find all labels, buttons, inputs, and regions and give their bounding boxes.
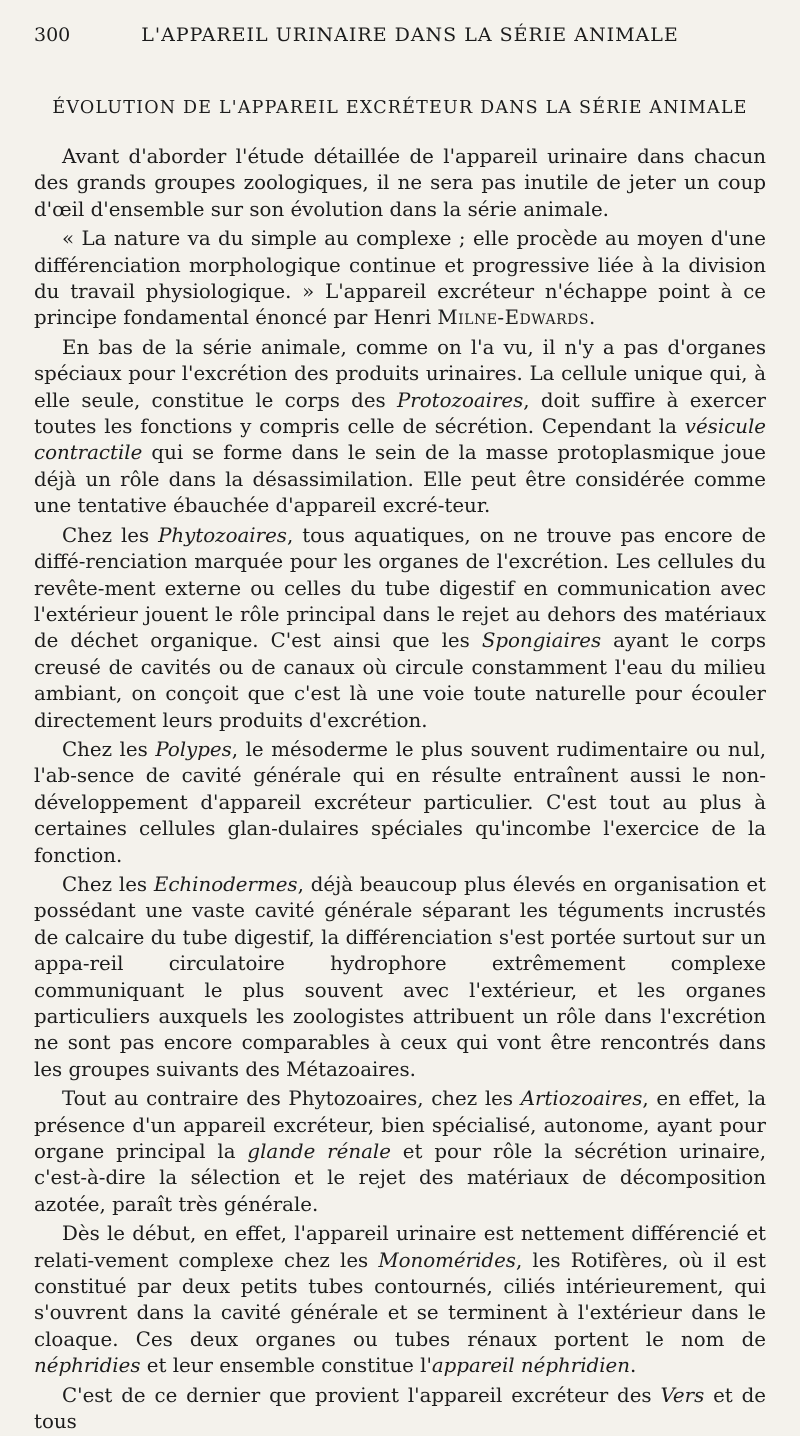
page-number: 300: [34, 24, 71, 46]
paragraph-7: Tout au contraire des Phytozoaires, chez les Artiozoaires, en effet, la présence d'un appareil excréteur, bien spécialisé, autonome, ayant pour organe principal la glande rénale et pour rôle la sécrétion urinaire, c'est-à-dire la sélection et le rejet des matériaux de décomposition azotée, paraît très générale.: [34, 1087, 767, 1216]
running-head: [34, 24, 766, 60]
body-text: [34, 144, 766, 1436]
paragraph-1: Avant d'aborder l'étude détaillée de l'appareil urinaire dans chacun des grands groupes zoologiques, il ne sera pas inutile de jeter un coup d'œil d'ensemble sur son évolution dans la série animale.: [34, 145, 766, 221]
paragraph-9: C'est de ce dernier que provient l'appareil excréteur des Vers et de tous: [34, 1383, 766, 1434]
section-title: ÉVOLUTION DE L'APPAREIL EXCRÉTEUR DANS LA SÉRIE ANIMALE: [52, 98, 748, 118]
paragraph-8: Dès le début, en effet, l'appareil urinaire est nettement différencié et relati-vement complexe chez les Monomérides, les Rotifères, où il est constitué par deux petits tubes contournés, ciliés intérieurement, qui s'ouvrent dans la cavité générale et se terminent à l'extérieur dans le cloaque. Ces deux organes ou tubes rénaux portent le nom de néphridies et leur ensemble constitue l'appareil néphridien.: [34, 1222, 766, 1378]
running-title: L'APPAREIL URINAIRE DANS LA SÉRIE ANIMALE: [141, 24, 679, 46]
paragraph-3: En bas de la série animale, comme on l'a vu, il n'y a pas d'organes spéciaux pour l'excrétion des produits urinaires. La cellule unique qui, à elle seule, constitue le corps des Protozoaires, doit suffire à exercer toutes les fonctions y compris celle de sécrétion. Cependant la vésicule contractile qui se forme dans le sein de la masse protoplasmique joue déjà un rôle dans la désassimilation. Elle peut être considérée comme une tentative ébauchée d'appareil excré-teur.: [34, 335, 767, 518]
paragraph-2: « La nature va du simple au complexe ; elle procède au moyen d'une différenciation morphologique continue et progressive liée à la division du travail physiologique. » L'appareil excréteur n'échappe point à ce principe fondamental énoncé par Henri Milne-Edwards.: [34, 227, 766, 330]
paragraph-6: Chez les Echinodermes, déjà beaucoup plus élevés en organisation et possédant une vaste cavité générale séparant les téguments incrustés de calcaire du tube digestif, la différenciation s'est portée surtout sur un appa-reil circulatoire hydrophore extrêmement complexe communiquant le plus souvent avec l'extérieur, et les organes particuliers auxquels les zoologistes attribuent un rôle dans l'excrétion ne sont pas encore comparables à ceux qui vont être rencontrés dans les groupes suivants des Métazoaires.: [34, 872, 766, 1081]
paragraph-5: Chez les Polypes, le mésoderme le plus souvent rudimentaire ou nul, l'ab-sence de cavité générale qui en résulte entraînent aussi le non-développement d'appareil excréteur particulier. C'est tout au plus à certaines cellules glan-dulaires spéciales qu'incombe l'exercice de la fonction.: [34, 737, 767, 867]
author-name: Milne-Edwards: [437, 306, 589, 330]
paragraph-4: Chez les Phytozoaires, tous aquatiques, on ne trouve pas encore de diffé-renciation marquée pour les organes de l'excrétion. Les cellules du revête-ment externe ou celles du tube digestif en communication avec l'extérieur jouent le rôle principal dans le rejet au dehors des matériaux de déchet organique. C'est ainsi que les Spongiaires ayant le corps creusé de cavités ou de canaux où circule constamment l'eau du milieu ambiant, on conçoit que c'est là une voie toute naturelle pour écouler directement leurs produits d'excrétion.: [34, 523, 767, 732]
